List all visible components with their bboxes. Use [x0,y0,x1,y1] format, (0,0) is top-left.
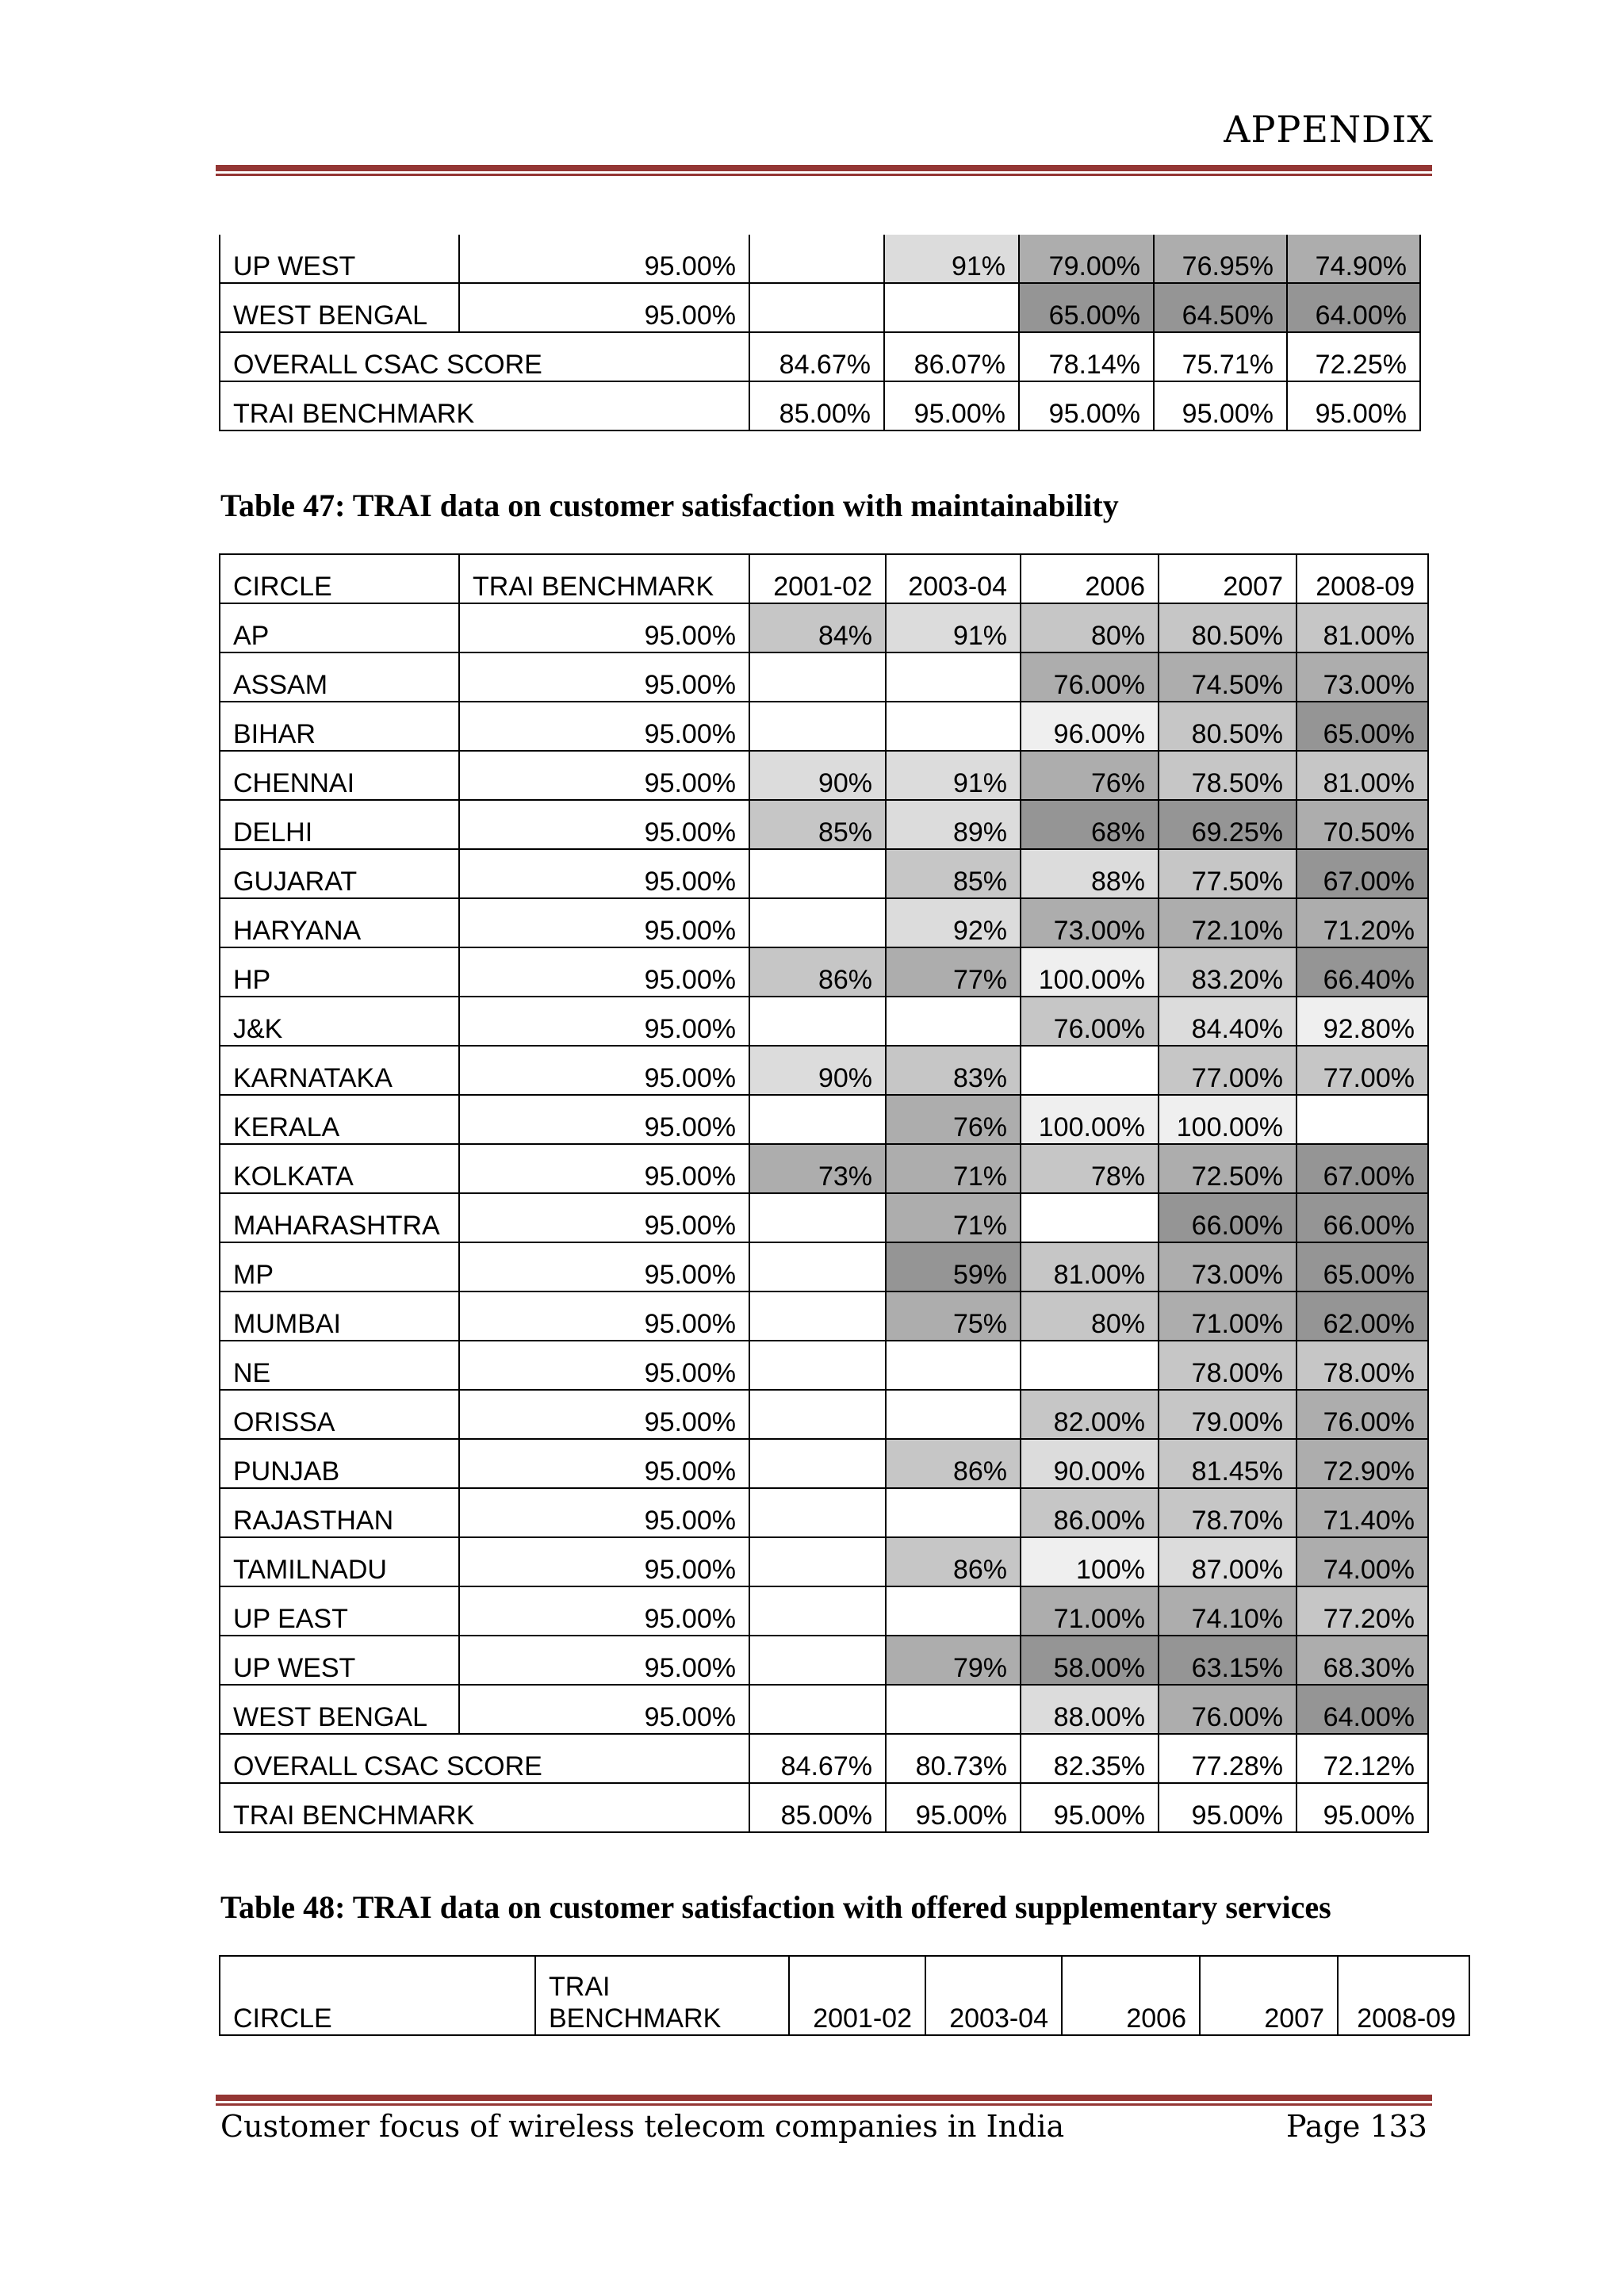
value-cell: 74.10% [1159,1586,1297,1636]
circle-cell: CHENNAI [220,751,459,800]
table-header-row [220,1956,1469,2035]
value-cell: 66.00% [1297,1193,1428,1242]
value-cell: 88.00% [1021,1685,1159,1734]
table-row [220,1439,1428,1488]
benchmark-cell: 95.00% [459,1390,749,1439]
table-row [220,751,1428,800]
value-cell [749,849,886,898]
value-cell: 71% [886,1144,1021,1193]
value-cell: 78.00% [1297,1341,1428,1390]
value-cell [749,1390,886,1439]
table-row [220,283,1420,332]
value-cell: 72.10% [1159,898,1297,947]
value-cell: 77.00% [1159,1046,1297,1095]
table-row [220,1537,1428,1586]
value-cell: 86% [749,947,886,997]
benchmark-cell: 95.00% [459,1488,749,1537]
value-cell: 96.00% [1021,702,1159,751]
column-header: 2003-04 [925,1956,1062,2035]
value-cell: 73.00% [1297,652,1428,702]
table-row [220,1586,1428,1636]
table-row [220,603,1428,652]
benchmark-cell: 95.00% [459,1046,749,1095]
table-46-continuation [219,235,1421,431]
value-cell: 84% [749,603,886,652]
table-row [220,1144,1428,1193]
table-row [220,947,1428,997]
column-header: 2001-02 [789,1956,925,2035]
benchmark-cell: 95.00% [459,1144,749,1193]
value-cell: 77% [886,947,1021,997]
circle-cell: PUNJAB [220,1439,459,1488]
circle-cell: MUMBAI [220,1292,459,1341]
benchmark-row [220,381,1420,430]
table-47 [219,553,1429,1833]
benchmark-cell: 95.00% [459,235,749,283]
benchmark-cell: 95.00% [459,1636,749,1685]
value-cell [886,997,1021,1046]
column-header: 2008-09 [1338,1956,1469,2035]
value-cell: 58.00% [1021,1636,1159,1685]
table-row [220,1636,1428,1685]
column-header: 2008-09 [1297,554,1428,603]
circle-cell: MP [220,1242,459,1292]
value-cell: 84.40% [1159,997,1297,1046]
benchmark-cell: 95.00% [459,283,749,332]
value-cell: 73.00% [1159,1242,1297,1292]
value-cell: 76.00% [1021,652,1159,702]
value-cell: 89% [886,800,1021,849]
value-cell: 72.90% [1297,1439,1428,1488]
value-cell: 81.00% [1297,603,1428,652]
table-row [220,1685,1428,1734]
value-cell: 70.50% [1297,800,1428,849]
circle-cell: UP WEST [220,1636,459,1685]
value-cell [749,1292,886,1341]
value-cell [749,1636,886,1685]
summary-value-cell: 95.00% [1297,1783,1428,1832]
column-header: 2006 [1062,1956,1200,2035]
value-cell [749,1685,886,1734]
value-cell: 83% [886,1046,1021,1095]
value-cell [749,1488,886,1537]
circle-cell: KOLKATA [220,1144,459,1193]
value-cell [749,898,886,947]
value-cell: 67.00% [1297,1144,1428,1193]
column-header: CIRCLE [220,1956,535,2035]
table-row [220,997,1428,1046]
benchmark-cell: 95.00% [459,1685,749,1734]
benchmark-cell: 95.00% [459,947,749,997]
table-row [220,849,1428,898]
value-cell [749,1242,886,1292]
summary-value-cell: 95.00% [1159,1783,1297,1832]
benchmark-cell: 95.00% [459,751,749,800]
value-cell [886,1586,1021,1636]
value-cell: 76.00% [1021,997,1159,1046]
value-cell: 87.00% [1159,1537,1297,1586]
page-number: Page 133 [1286,2109,1427,2144]
value-cell [749,652,886,702]
table-47-caption: Table 47: TRAI data on customer satisfaction with maintainability [220,488,1119,523]
value-cell: 81.45% [1159,1439,1297,1488]
value-cell: 69.25% [1159,800,1297,849]
value-cell: 85% [886,849,1021,898]
value-cell: 76% [886,1095,1021,1144]
value-cell: 78.00% [1159,1341,1297,1390]
value-cell: 80% [1021,1292,1159,1341]
value-cell: 77.50% [1159,849,1297,898]
summary-label-cell: TRAI BENCHMARK [220,381,749,430]
circle-cell: GUJARAT [220,849,459,898]
circle-cell: WEST BENGAL [220,283,459,332]
table-row [220,800,1428,849]
benchmark-cell: 95.00% [459,1242,749,1292]
value-cell: 62.00% [1297,1292,1428,1341]
circle-cell: ASSAM [220,652,459,702]
value-cell: 59% [886,1242,1021,1292]
value-cell: 92.80% [1297,997,1428,1046]
value-cell: 76.00% [1159,1685,1297,1734]
value-cell: 79% [886,1636,1021,1685]
circle-cell: BIHAR [220,702,459,751]
value-cell: 66.00% [1159,1193,1297,1242]
table-48 [219,1955,1470,2036]
benchmark-cell: 95.00% [459,1586,749,1636]
value-cell: 85% [749,800,886,849]
value-cell: 86% [886,1439,1021,1488]
circle-cell: UP EAST [220,1586,459,1636]
table-row [220,1390,1428,1439]
circle-cell: DELHI [220,800,459,849]
summary-label-cell: OVERALL CSAC SCORE [220,332,749,381]
value-cell: 68.30% [1297,1636,1428,1685]
value-cell [749,283,884,332]
column-header: TRAI BENCHMARK [535,1956,789,2035]
table-row [220,235,1420,283]
benchmark-cell: 95.00% [459,702,749,751]
value-cell [1297,1095,1428,1144]
value-cell [749,1586,886,1636]
benchmark-cell: 95.00% [459,1537,749,1586]
value-cell: 78% [1021,1144,1159,1193]
column-header: 2007 [1159,554,1297,603]
table-row [220,1341,1428,1390]
table-row [220,702,1428,751]
table-48-caption: Table 48: TRAI data on customer satisfaction with offered supplementary services [220,1889,1331,1925]
summary-value-cell: 75.71% [1154,332,1287,381]
benchmark-cell: 95.00% [459,652,749,702]
summary-value-cell: 85.00% [749,1783,886,1832]
summary-label-cell: OVERALL CSAC SCORE [220,1734,749,1783]
value-cell [886,702,1021,751]
value-cell: 75% [886,1292,1021,1341]
column-header: TRAI BENCHMARK [459,554,749,603]
value-cell [884,283,1019,332]
value-cell: 86.00% [1021,1488,1159,1537]
value-cell: 79.00% [1159,1390,1297,1439]
value-cell: 83.20% [1159,947,1297,997]
value-cell: 100% [1021,1537,1159,1586]
value-cell [1021,1193,1159,1242]
value-cell: 78.70% [1159,1488,1297,1537]
circle-cell: TAMILNADU [220,1537,459,1586]
value-cell: 65.00% [1297,702,1428,751]
value-cell: 81.00% [1021,1242,1159,1292]
table-row [220,1193,1428,1242]
table-header-row [220,554,1428,603]
column-header: CIRCLE [220,554,459,603]
value-cell: 79.00% [1019,235,1154,283]
value-cell: 86% [886,1537,1021,1586]
value-cell: 91% [884,235,1019,283]
column-header: 2001-02 [749,554,886,603]
value-cell: 78.50% [1159,751,1297,800]
circle-cell: ORISSA [220,1390,459,1439]
circle-cell: RAJASTHAN [220,1488,459,1537]
benchmark-cell: 95.00% [459,1292,749,1341]
summary-value-cell: 72.25% [1287,332,1420,381]
summary-value-cell: 78.14% [1019,332,1154,381]
summary-value-cell: 77.28% [1159,1734,1297,1783]
value-cell: 80.50% [1159,702,1297,751]
summary-value-cell: 84.67% [749,332,884,381]
overall-score-row [220,1734,1428,1783]
value-cell: 91% [886,751,1021,800]
value-cell [749,235,884,283]
benchmark-cell: 95.00% [459,800,749,849]
benchmark-cell: 95.00% [459,997,749,1046]
value-cell: 90.00% [1021,1439,1159,1488]
value-cell: 64.00% [1287,283,1420,332]
value-cell: 77.00% [1297,1046,1428,1095]
circle-cell: AP [220,603,459,652]
value-cell [749,1439,886,1488]
value-cell: 63.15% [1159,1636,1297,1685]
circle-cell: KARNATAKA [220,1046,459,1095]
value-cell [1021,1046,1159,1095]
value-cell: 67.00% [1297,849,1428,898]
value-cell [749,1537,886,1586]
value-cell [749,1341,886,1390]
summary-label-cell: TRAI BENCHMARK [220,1783,749,1832]
value-cell: 76.95% [1154,235,1287,283]
value-cell: 68% [1021,800,1159,849]
value-cell: 80% [1021,603,1159,652]
circle-cell: HARYANA [220,898,459,947]
value-cell: 71.00% [1021,1586,1159,1636]
benchmark-cell: 95.00% [459,1095,749,1144]
column-header: 2006 [1021,554,1159,603]
circle-cell: NE [220,1341,459,1390]
benchmark-cell: 95.00% [459,849,749,898]
header-rule [216,165,1432,176]
value-cell [886,652,1021,702]
benchmark-cell: 95.00% [459,898,749,947]
summary-value-cell: 80.73% [886,1734,1021,1783]
value-cell: 90% [749,751,886,800]
column-header: 2003-04 [886,554,1021,603]
value-cell: 76% [1021,751,1159,800]
value-cell [886,1685,1021,1734]
benchmark-cell: 95.00% [459,603,749,652]
value-cell [1021,1341,1159,1390]
value-cell: 64.00% [1297,1685,1428,1734]
circle-cell: WEST BENGAL [220,1685,459,1734]
value-cell: 71.00% [1159,1292,1297,1341]
circle-cell: HP [220,947,459,997]
value-cell: 74.50% [1159,652,1297,702]
summary-value-cell: 95.00% [1021,1783,1159,1832]
table-row [220,1292,1428,1341]
value-cell: 74.90% [1287,235,1420,283]
table-row [220,1046,1428,1095]
summary-value-cell: 86.07% [884,332,1019,381]
value-cell: 100.00% [1021,947,1159,997]
value-cell [886,1488,1021,1537]
value-cell [749,997,886,1046]
table-row [220,1488,1428,1537]
table-row [220,1095,1428,1144]
value-cell [886,1390,1021,1439]
value-cell [749,1193,886,1242]
value-cell [749,702,886,751]
footer-rule [216,2095,1432,2106]
value-cell: 73.00% [1021,898,1159,947]
summary-value-cell: 95.00% [884,381,1019,430]
value-cell: 71.40% [1297,1488,1428,1537]
value-cell [749,1095,886,1144]
value-cell: 90% [749,1046,886,1095]
summary-value-cell: 72.12% [1297,1734,1428,1783]
value-cell: 66.40% [1297,947,1428,997]
value-cell: 88% [1021,849,1159,898]
column-header: 2007 [1200,1956,1338,2035]
summary-value-cell: 84.67% [749,1734,886,1783]
value-cell: 65.00% [1297,1242,1428,1292]
page-footer [220,2109,1427,2144]
value-cell: 80.50% [1159,603,1297,652]
summary-value-cell: 85.00% [749,381,884,430]
benchmark-cell: 95.00% [459,1193,749,1242]
value-cell: 100.00% [1021,1095,1159,1144]
summary-value-cell: 95.00% [886,1783,1021,1832]
value-cell: 74.00% [1297,1537,1428,1586]
value-cell [886,1341,1021,1390]
benchmark-row [220,1783,1428,1832]
value-cell: 64.50% [1154,283,1287,332]
circle-cell: KERALA [220,1095,459,1144]
footer-document-title: Customer focus of wireless telecom companies in India [220,2109,1065,2144]
value-cell: 71% [886,1193,1021,1242]
summary-value-cell: 82.35% [1021,1734,1159,1783]
summary-value-cell: 95.00% [1287,381,1420,430]
value-cell: 71.20% [1297,898,1428,947]
value-cell: 91% [886,603,1021,652]
value-cell: 72.50% [1159,1144,1297,1193]
value-cell: 73% [749,1144,886,1193]
value-cell: 65.00% [1019,283,1154,332]
table-row [220,652,1428,702]
benchmark-cell: 95.00% [459,1439,749,1488]
value-cell: 77.20% [1297,1586,1428,1636]
circle-cell: UP WEST [220,235,459,283]
value-cell: 100.00% [1159,1095,1297,1144]
circle-cell: MAHARASHTRA [220,1193,459,1242]
benchmark-cell: 95.00% [459,1341,749,1390]
value-cell: 81.00% [1297,751,1428,800]
table-row [220,898,1428,947]
overall-score-row [220,332,1420,381]
value-cell: 76.00% [1297,1390,1428,1439]
summary-value-cell: 95.00% [1019,381,1154,430]
running-header-title: APPENDIX [1224,108,1434,151]
table-row [220,1242,1428,1292]
value-cell: 82.00% [1021,1390,1159,1439]
summary-value-cell: 95.00% [1154,381,1287,430]
value-cell: 92% [886,898,1021,947]
circle-cell: J&K [220,997,459,1046]
